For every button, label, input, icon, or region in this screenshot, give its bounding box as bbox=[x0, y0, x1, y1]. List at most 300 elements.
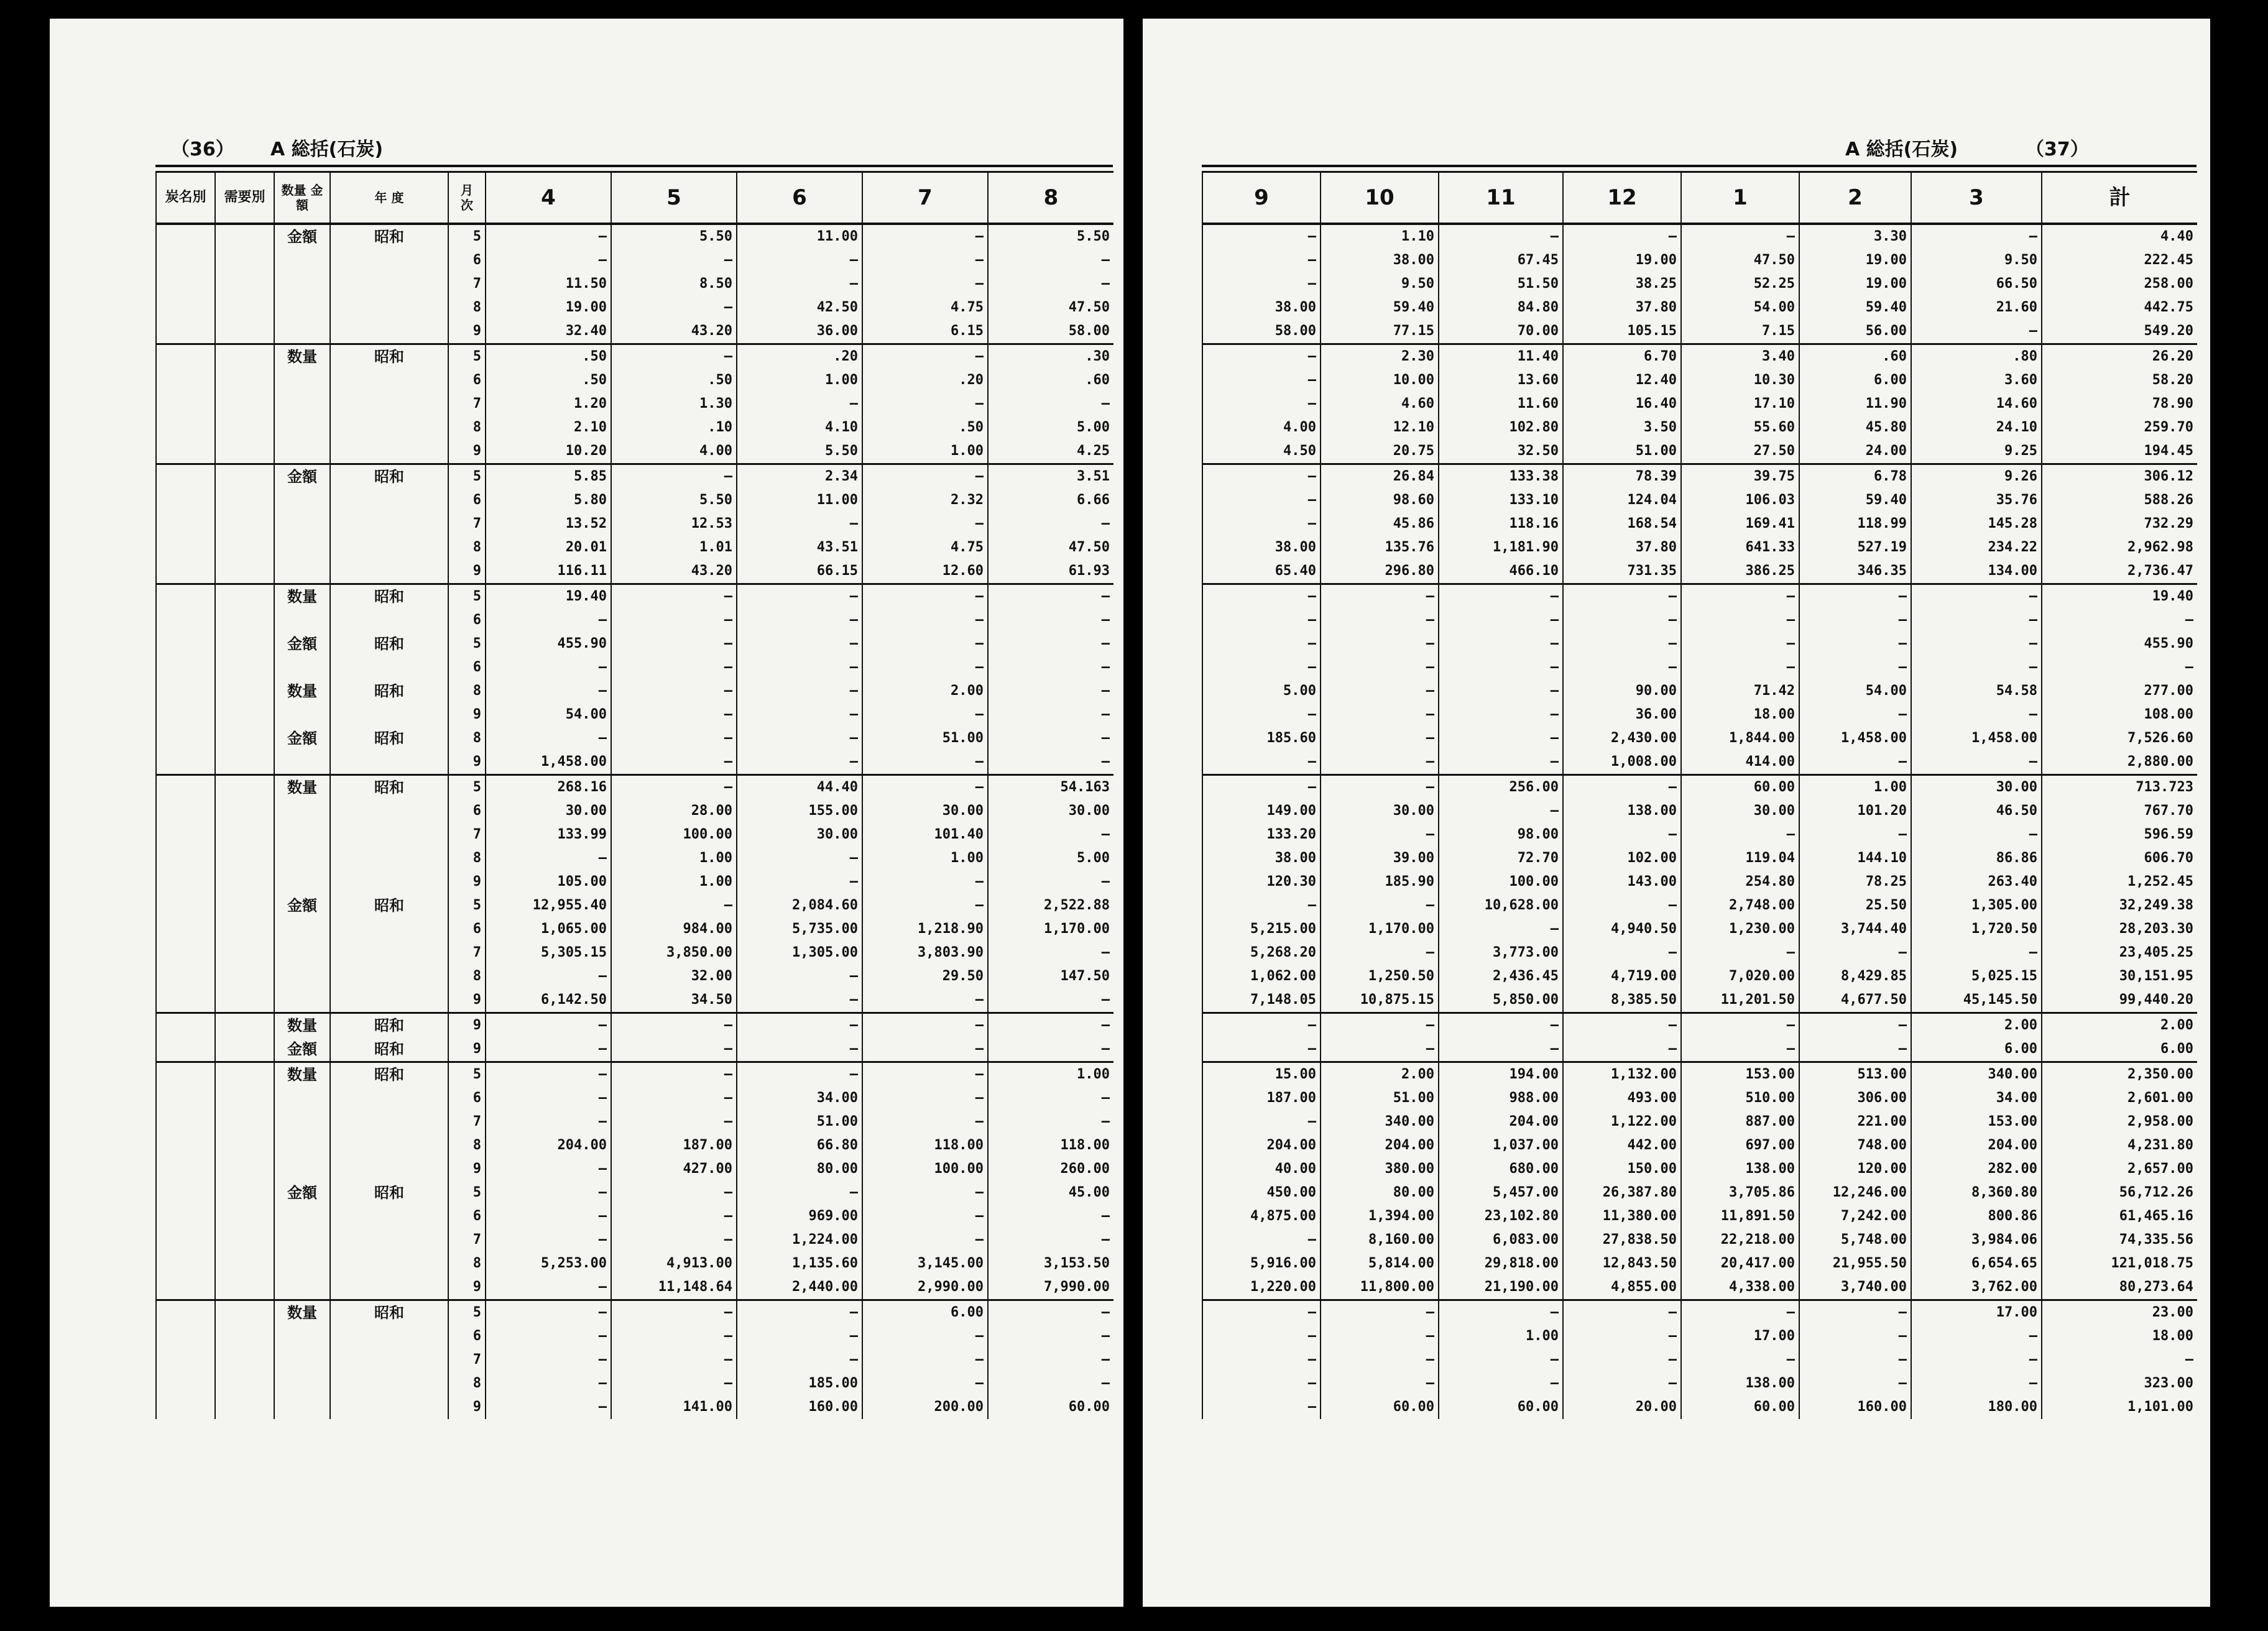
value-cell: 45.00 bbox=[988, 1181, 1113, 1205]
col-month-11: 11 bbox=[1439, 172, 1563, 224]
value-cell: 28.00 bbox=[611, 799, 737, 823]
qa-cell bbox=[274, 489, 330, 512]
value-cell: — bbox=[1681, 1013, 1799, 1038]
demand-cell bbox=[215, 392, 274, 416]
value-cell: — bbox=[486, 1205, 611, 1228]
value-cell: 19.00 bbox=[1799, 272, 1911, 296]
value-cell: — bbox=[988, 1348, 1113, 1372]
coal-cell bbox=[156, 1372, 215, 1395]
coal-cell bbox=[156, 512, 215, 536]
value-cell: — bbox=[1799, 703, 1911, 727]
value-cell: — bbox=[1202, 584, 1321, 609]
coal-cell bbox=[156, 1181, 215, 1205]
value-cell: 1,065.00 bbox=[486, 917, 611, 941]
year-cell: 8 bbox=[448, 1252, 486, 1275]
value-cell: — bbox=[988, 1325, 1113, 1348]
value-cell: 150.00 bbox=[1563, 1157, 1681, 1181]
era-cell bbox=[330, 296, 448, 319]
value-cell: 1.00 bbox=[737, 369, 862, 392]
era-cell: 昭和 bbox=[330, 894, 448, 917]
value-cell: 6,142.50 bbox=[486, 988, 611, 1013]
year-cell: 8 bbox=[448, 727, 486, 750]
year-cell: 5 bbox=[448, 584, 486, 609]
qa-cell bbox=[274, 1087, 330, 1110]
value-cell: 1.30 bbox=[611, 392, 737, 416]
qa-cell bbox=[274, 249, 330, 272]
table-row bbox=[1202, 464, 2197, 489]
demand-cell bbox=[215, 870, 274, 894]
value-cell: 4.50 bbox=[1202, 439, 1321, 464]
value-cell: 8,429.85 bbox=[1799, 965, 1911, 988]
table-row bbox=[156, 272, 1113, 296]
value-cell: 67.45 bbox=[1439, 249, 1563, 272]
demand-cell bbox=[215, 1062, 274, 1087]
value-cell: 254.80 bbox=[1681, 870, 1799, 894]
value-cell: 24.00 bbox=[1799, 439, 1911, 464]
value-cell: — bbox=[1321, 823, 1439, 847]
value-cell: 51.00 bbox=[1321, 1087, 1439, 1110]
value-cell: 100.00 bbox=[1439, 870, 1563, 894]
value-cell: 32.00 bbox=[611, 965, 737, 988]
value-cell: — bbox=[1439, 1372, 1563, 1395]
total-cell: 2,350.00 bbox=[2042, 1062, 2197, 1087]
value-cell: — bbox=[486, 1395, 611, 1419]
coal-cell bbox=[156, 965, 215, 988]
era-cell bbox=[330, 559, 448, 584]
value-cell: — bbox=[611, 1348, 737, 1372]
value-cell: 39.00 bbox=[1321, 847, 1439, 870]
year-cell: 9 bbox=[448, 1037, 486, 1062]
value-cell: 118.00 bbox=[862, 1134, 988, 1157]
table-row bbox=[156, 584, 1113, 609]
value-cell: — bbox=[486, 1037, 611, 1062]
year-cell: 9 bbox=[448, 750, 486, 775]
table-row bbox=[156, 1325, 1113, 1348]
value-cell: 43.20 bbox=[611, 319, 737, 344]
year-cell: 7 bbox=[448, 823, 486, 847]
value-cell: 9.26 bbox=[1911, 464, 2042, 489]
value-cell: 23,102.80 bbox=[1439, 1205, 1563, 1228]
value-cell: — bbox=[1681, 584, 1799, 609]
total-cell: 596.59 bbox=[2042, 823, 2197, 847]
value-cell: 6.78 bbox=[1799, 464, 1911, 489]
col-demand: 需要別 bbox=[215, 172, 274, 224]
col-month-6: 6 bbox=[737, 172, 862, 224]
value-cell: 5.80 bbox=[486, 489, 611, 512]
value-cell: 118.00 bbox=[988, 1134, 1113, 1157]
value-cell: 340.00 bbox=[1321, 1110, 1439, 1134]
value-cell: 147.50 bbox=[988, 965, 1113, 988]
value-cell: 6.00 bbox=[862, 1300, 988, 1325]
value-cell: — bbox=[1439, 727, 1563, 750]
value-cell: — bbox=[1202, 1300, 1321, 1325]
value-cell: — bbox=[737, 750, 862, 775]
value-cell: — bbox=[1799, 656, 1911, 679]
value-cell: — bbox=[1799, 584, 1911, 609]
table-row bbox=[1202, 1013, 2197, 1038]
value-cell: — bbox=[1681, 1348, 1799, 1372]
value-cell: 2,430.00 bbox=[1563, 727, 1681, 750]
value-cell: — bbox=[988, 679, 1113, 703]
col-month-9: 9 bbox=[1202, 172, 1321, 224]
coal-cell bbox=[156, 775, 215, 800]
year-cell: 5 bbox=[448, 344, 486, 369]
value-cell: 8.50 bbox=[611, 272, 737, 296]
table-row bbox=[1202, 965, 2197, 988]
value-cell: 2,522.88 bbox=[988, 894, 1113, 917]
coal-cell bbox=[156, 632, 215, 656]
value-cell: — bbox=[1202, 750, 1321, 775]
col-qa: 数量 金額 bbox=[274, 172, 330, 224]
value-cell: 51.00 bbox=[737, 1110, 862, 1134]
value-cell: 86.86 bbox=[1911, 847, 2042, 870]
value-cell: — bbox=[1202, 489, 1321, 512]
value-cell: 1,250.50 bbox=[1321, 965, 1439, 988]
value-cell: 513.00 bbox=[1799, 1062, 1911, 1087]
value-cell: — bbox=[1911, 703, 2042, 727]
era-cell: 昭和 bbox=[330, 584, 448, 609]
era-cell: 昭和 bbox=[330, 632, 448, 656]
year-cell: 9 bbox=[448, 988, 486, 1013]
coal-cell bbox=[156, 559, 215, 584]
table-row bbox=[156, 512, 1113, 536]
value-cell: — bbox=[862, 1037, 988, 1062]
value-cell: — bbox=[1321, 894, 1439, 917]
year-cell: 9 bbox=[448, 559, 486, 584]
demand-cell bbox=[215, 775, 274, 800]
value-cell: — bbox=[611, 1300, 737, 1325]
value-cell: 1,135.60 bbox=[737, 1252, 862, 1275]
value-cell: — bbox=[988, 656, 1113, 679]
value-cell: — bbox=[611, 296, 737, 319]
value-cell: — bbox=[988, 1205, 1113, 1228]
value-cell: 187.00 bbox=[1202, 1087, 1321, 1110]
value-cell: — bbox=[1911, 941, 2042, 965]
value-cell: 17.10 bbox=[1681, 392, 1799, 416]
value-cell: — bbox=[1202, 1395, 1321, 1419]
table-row bbox=[1202, 941, 2197, 965]
value-cell: 98.60 bbox=[1321, 489, 1439, 512]
value-cell: — bbox=[988, 727, 1113, 750]
qa-cell bbox=[274, 272, 330, 296]
value-cell: 37.80 bbox=[1563, 296, 1681, 319]
value-cell: — bbox=[988, 272, 1113, 296]
value-cell: 3,153.50 bbox=[988, 1252, 1113, 1275]
value-cell: — bbox=[737, 392, 862, 416]
value-cell: — bbox=[486, 1157, 611, 1181]
qa-cell bbox=[274, 656, 330, 679]
qa-cell: 数量 bbox=[274, 1062, 330, 1087]
value-cell: 3,850.00 bbox=[611, 941, 737, 965]
qa-cell bbox=[274, 941, 330, 965]
value-cell: 58.00 bbox=[1202, 319, 1321, 344]
value-cell: 60.00 bbox=[1439, 1395, 1563, 1419]
coal-cell bbox=[156, 1228, 215, 1252]
value-cell: 66.50 bbox=[1911, 272, 2042, 296]
value-cell: 3.50 bbox=[1563, 416, 1681, 439]
qa-cell: 金額 bbox=[274, 894, 330, 917]
value-cell: 1,122.00 bbox=[1563, 1110, 1681, 1134]
value-cell: — bbox=[1202, 1228, 1321, 1252]
value-cell: — bbox=[1321, 584, 1439, 609]
year-cell: 7 bbox=[448, 512, 486, 536]
value-cell: 8,385.50 bbox=[1563, 988, 1681, 1013]
col-month-3: 3 bbox=[1911, 172, 2042, 224]
right-table bbox=[1202, 171, 2197, 1419]
value-cell: 5,814.00 bbox=[1321, 1252, 1439, 1275]
value-cell: — bbox=[737, 847, 862, 870]
demand-cell bbox=[215, 750, 274, 775]
table-row bbox=[1202, 727, 2197, 750]
demand-cell bbox=[215, 489, 274, 512]
total-cell: 4,231.80 bbox=[2042, 1134, 2197, 1157]
value-cell: 13.60 bbox=[1439, 369, 1563, 392]
value-cell: — bbox=[1563, 823, 1681, 847]
coal-cell bbox=[156, 1157, 215, 1181]
table-row bbox=[1202, 1087, 2197, 1110]
value-cell: 17.00 bbox=[1681, 1325, 1799, 1348]
year-cell: 6 bbox=[448, 799, 486, 823]
value-cell: 988.00 bbox=[1439, 1087, 1563, 1110]
table-row bbox=[1202, 344, 2197, 369]
era-cell: 昭和 bbox=[330, 775, 448, 800]
value-cell: — bbox=[1911, 656, 2042, 679]
value-cell: 3.30 bbox=[1799, 224, 1911, 249]
value-cell: — bbox=[611, 1228, 737, 1252]
value-cell: — bbox=[737, 1300, 862, 1325]
total-cell: 108.00 bbox=[2042, 703, 2197, 727]
value-cell: 6.00 bbox=[1799, 369, 1911, 392]
value-cell: — bbox=[862, 1325, 988, 1348]
value-cell: — bbox=[1439, 1348, 1563, 1372]
coal-cell bbox=[156, 1325, 215, 1348]
demand-cell bbox=[215, 656, 274, 679]
value-cell: 46.50 bbox=[1911, 799, 2042, 823]
left-table bbox=[155, 171, 1113, 1419]
value-cell: 5.50 bbox=[611, 224, 737, 249]
value-cell: 30.00 bbox=[988, 799, 1113, 823]
value-cell: 168.54 bbox=[1563, 512, 1681, 536]
value-cell: 11.40 bbox=[1439, 344, 1563, 369]
year-cell: 5 bbox=[448, 1181, 486, 1205]
value-cell: 1.20 bbox=[486, 392, 611, 416]
value-cell: 36.00 bbox=[1563, 703, 1681, 727]
table-row bbox=[1202, 679, 2197, 703]
value-cell: 7,242.00 bbox=[1799, 1205, 1911, 1228]
value-cell: 29.50 bbox=[862, 965, 988, 988]
value-cell: 72.70 bbox=[1439, 847, 1563, 870]
value-cell: — bbox=[611, 1037, 737, 1062]
demand-cell bbox=[215, 249, 274, 272]
year-cell: 6 bbox=[448, 1205, 486, 1228]
year-cell: 8 bbox=[448, 1372, 486, 1395]
value-cell: 141.00 bbox=[611, 1395, 737, 1419]
value-cell: .20 bbox=[862, 369, 988, 392]
qa-cell bbox=[274, 1110, 330, 1134]
demand-cell bbox=[215, 464, 274, 489]
value-cell: — bbox=[1439, 609, 1563, 632]
value-cell: — bbox=[737, 512, 862, 536]
value-cell: 185.60 bbox=[1202, 727, 1321, 750]
value-cell: — bbox=[1911, 609, 2042, 632]
value-cell: — bbox=[988, 1087, 1113, 1110]
col-month-4: 4 bbox=[486, 172, 611, 224]
era-cell bbox=[330, 319, 448, 344]
value-cell: 466.10 bbox=[1439, 559, 1563, 584]
value-cell: 510.00 bbox=[1681, 1087, 1799, 1110]
qa-cell: 数量 bbox=[274, 679, 330, 703]
value-cell: — bbox=[862, 224, 988, 249]
demand-cell bbox=[215, 1157, 274, 1181]
value-cell: 138.00 bbox=[1681, 1157, 1799, 1181]
coal-cell bbox=[156, 464, 215, 489]
value-cell: 19.00 bbox=[486, 296, 611, 319]
coal-cell bbox=[156, 656, 215, 679]
value-cell: .50 bbox=[486, 369, 611, 392]
era-cell bbox=[330, 965, 448, 988]
value-cell: — bbox=[1681, 1300, 1799, 1325]
era-cell: 昭和 bbox=[330, 1300, 448, 1325]
value-cell: 185.00 bbox=[737, 1372, 862, 1395]
qa-cell bbox=[274, 1205, 330, 1228]
value-cell: 3,773.00 bbox=[1439, 941, 1563, 965]
value-cell: — bbox=[1202, 249, 1321, 272]
coal-cell bbox=[156, 799, 215, 823]
value-cell: — bbox=[1799, 941, 1911, 965]
value-cell: 4,875.00 bbox=[1202, 1205, 1321, 1228]
value-cell: 11,201.50 bbox=[1681, 988, 1799, 1013]
value-cell: — bbox=[1911, 224, 2042, 249]
value-cell: — bbox=[862, 632, 988, 656]
year-cell: 9 bbox=[448, 1013, 486, 1038]
value-cell: — bbox=[988, 1300, 1113, 1325]
value-cell: 40.00 bbox=[1202, 1157, 1321, 1181]
table-row bbox=[1202, 703, 2197, 727]
era-cell bbox=[330, 489, 448, 512]
total-cell: 258.00 bbox=[2042, 272, 2197, 296]
value-cell: 1,720.50 bbox=[1911, 917, 2042, 941]
value-cell: 44.40 bbox=[737, 775, 862, 800]
value-cell: — bbox=[1202, 464, 1321, 489]
table-row bbox=[156, 224, 1113, 249]
value-cell: — bbox=[1563, 1013, 1681, 1038]
value-cell: — bbox=[862, 1013, 988, 1038]
value-cell: 1,224.00 bbox=[737, 1228, 862, 1252]
value-cell: 7.15 bbox=[1681, 319, 1799, 344]
value-cell: 66.15 bbox=[737, 559, 862, 584]
era-cell: 昭和 bbox=[330, 344, 448, 369]
value-cell: .30 bbox=[988, 344, 1113, 369]
value-cell: — bbox=[862, 344, 988, 369]
value-cell: — bbox=[737, 1348, 862, 1372]
demand-cell bbox=[215, 1275, 274, 1300]
coal-cell bbox=[156, 272, 215, 296]
value-cell: — bbox=[611, 1372, 737, 1395]
value-cell: 149.00 bbox=[1202, 799, 1321, 823]
value-cell: 527.19 bbox=[1799, 536, 1911, 559]
value-cell: 133.99 bbox=[486, 823, 611, 847]
value-cell: — bbox=[737, 703, 862, 727]
coal-cell bbox=[156, 584, 215, 609]
qa-cell bbox=[274, 1157, 330, 1181]
demand-cell bbox=[215, 224, 274, 249]
value-cell: — bbox=[1563, 1325, 1681, 1348]
value-cell: 1,230.00 bbox=[1681, 917, 1799, 941]
table-row bbox=[1202, 894, 2197, 917]
table-row bbox=[1202, 775, 2197, 800]
coal-cell bbox=[156, 1087, 215, 1110]
value-cell: — bbox=[1202, 775, 1321, 800]
demand-cell bbox=[215, 296, 274, 319]
value-cell: 145.28 bbox=[1911, 512, 2042, 536]
value-cell: — bbox=[486, 1228, 611, 1252]
right-page bbox=[1143, 19, 2210, 1607]
table-row bbox=[156, 369, 1113, 392]
value-cell: 12,955.40 bbox=[486, 894, 611, 917]
era-cell bbox=[330, 870, 448, 894]
coal-cell bbox=[156, 679, 215, 703]
value-cell: — bbox=[1911, 750, 2042, 775]
value-cell: 20.00 bbox=[1563, 1395, 1681, 1419]
year-cell: 5 bbox=[448, 894, 486, 917]
value-cell: 27.50 bbox=[1681, 439, 1799, 464]
value-cell: 135.76 bbox=[1321, 536, 1439, 559]
value-cell: 153.00 bbox=[1681, 1062, 1799, 1087]
value-cell: 4.60 bbox=[1321, 392, 1439, 416]
value-cell: 133.20 bbox=[1202, 823, 1321, 847]
value-cell: — bbox=[737, 1181, 862, 1205]
era-cell bbox=[330, 750, 448, 775]
value-cell: 5,457.00 bbox=[1439, 1181, 1563, 1205]
value-cell: 1.10 bbox=[1321, 224, 1439, 249]
coal-cell bbox=[156, 392, 215, 416]
year-cell: 7 bbox=[448, 1110, 486, 1134]
table-row bbox=[1202, 512, 2197, 536]
coal-cell bbox=[156, 536, 215, 559]
value-cell: — bbox=[1202, 272, 1321, 296]
value-cell: — bbox=[737, 1013, 862, 1038]
year-cell: 9 bbox=[448, 319, 486, 344]
value-cell: 1.00 bbox=[611, 847, 737, 870]
value-cell: 6.66 bbox=[988, 489, 1113, 512]
value-cell: 268.16 bbox=[486, 775, 611, 800]
value-cell: — bbox=[1321, 941, 1439, 965]
total-cell: 2,736.47 bbox=[2042, 559, 2197, 584]
value-cell: — bbox=[988, 1013, 1113, 1038]
value-cell: 11,891.50 bbox=[1681, 1205, 1799, 1228]
value-cell: — bbox=[1681, 632, 1799, 656]
table-row bbox=[156, 1228, 1113, 1252]
col-total: 計 bbox=[2042, 172, 2197, 224]
value-cell: 80.00 bbox=[737, 1157, 862, 1181]
table-row bbox=[156, 727, 1113, 750]
table-row bbox=[156, 1062, 1113, 1087]
total-cell: 606.70 bbox=[2042, 847, 2197, 870]
value-cell: 59.40 bbox=[1321, 296, 1439, 319]
value-cell: — bbox=[611, 249, 737, 272]
table-row bbox=[156, 799, 1113, 823]
value-cell: 2,436.45 bbox=[1439, 965, 1563, 988]
value-cell: 9.25 bbox=[1911, 439, 2042, 464]
value-cell: — bbox=[737, 656, 862, 679]
value-cell: 38.00 bbox=[1202, 536, 1321, 559]
demand-cell bbox=[215, 1037, 274, 1062]
year-cell: 8 bbox=[448, 965, 486, 988]
qa-cell bbox=[274, 1372, 330, 1395]
year-cell: 7 bbox=[448, 1228, 486, 1252]
value-cell: 306.00 bbox=[1799, 1087, 1911, 1110]
value-cell: 380.00 bbox=[1321, 1157, 1439, 1181]
